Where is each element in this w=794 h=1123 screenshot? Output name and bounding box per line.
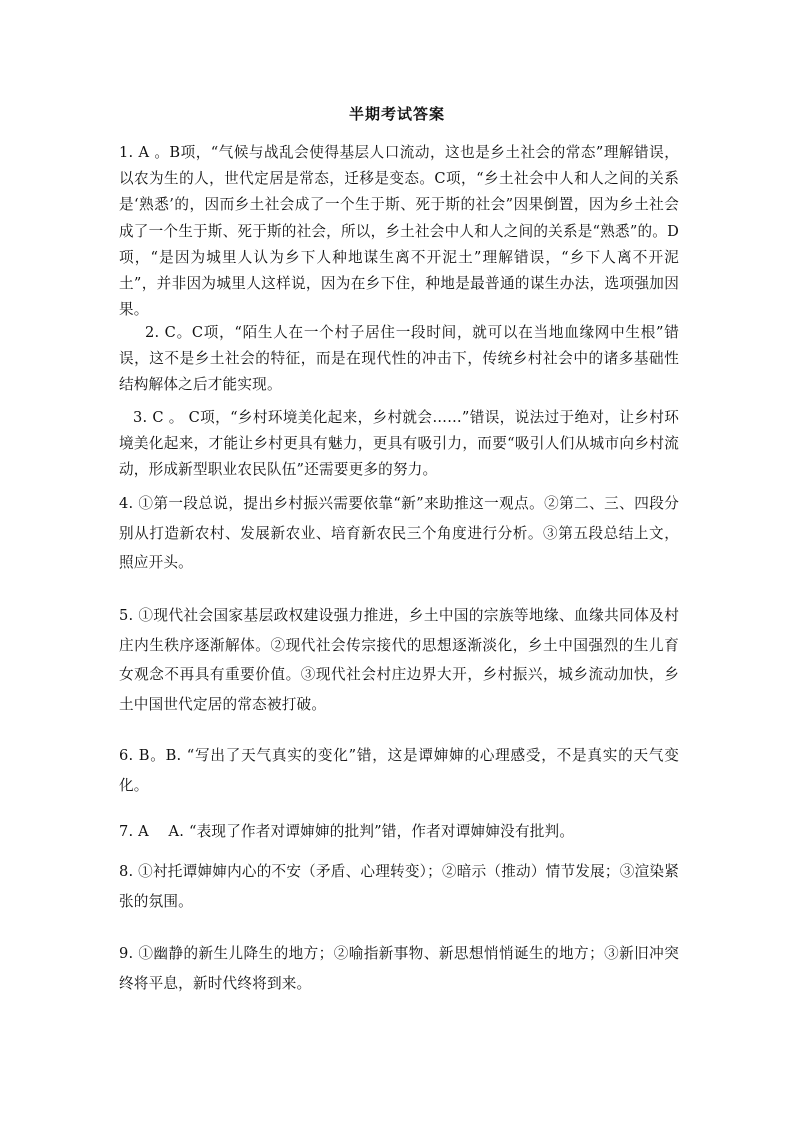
answer-6: 6. B。B. “写出了天气真实的变化”错，这是谭婶婶的心理感受，不是真实的天气变化。 (119, 747, 679, 794)
answer-4: 4. ①第一段总说，提出乡村振兴需要依靠“新”来助推这一观点。②第二、三、四段分别从打造新农村、发展新农业、培育新农民三个角度进行分析。③第五段总结上文，照应开头。 (119, 495, 679, 571)
answer-8: 8. ①衬托谭婶婶内心的不安（矛盾、心理转变）；②暗示（推动）情节发展；③渲染紧张的氛围。 (119, 863, 679, 910)
answer-5: 5. ①现代社会国家基层政权建设强力推进，乡土中国的宗族等地缘、血缘共同体及村庄内生秩序逐渐解体。②现代社会传宗接代的思想逐渐淡化，乡土中国强烈的生儿育女观念不再具有重要价值。③现代社会村庄边界大开，乡村振兴，城乡流动加快，乡土中国世代定居的常态被打破。 (119, 607, 679, 713)
document-title: 半期考试答案 (348, 105, 445, 123)
answer-3: 3. C 。 C项，“乡村环境美化起来，乡村就会……”错误，说法过于绝对，让乡村环境美化起来，才能让乡村更具有魅力，更具有吸引力，而要“吸引人们从城市向乡村流动，形成新型职业农民队伍”还需要更多的努力。 (119, 409, 679, 479)
answer-2: 2. C。C项，“陌生人在一个村子居住一段时间，就可以在当地血缘网中生根”错误，这不是乡土社会的特征，而是在现代性的冲击下，传统乡村社会中的诸多基础性结构解体之后才能实现。 (119, 324, 679, 394)
answer-7: 7. A A. “表现了作者对谭婶婶的批判”错，作者对谭婶婶没有批判。 (119, 823, 575, 840)
answer-1: 1. A 。B项，“气候与战乱会使得基层人口流动，这也是乡土社会的常态”理解错误，以农为生的人，世代定居是常态，迁移是变态。C项，“乡土社会中人和人之间的关系是‘熟悉’的，因而乡土社会成了一个生于斯、死于斯的社会”因果倒置，因为乡土社会成了一个生于斯、死于斯的社会，所以，乡土社会中人和人之间的关系是“熟悉”的。D项，“是因为城里人认为乡下人种地谋生离不开泥土”理解错误，“乡下人离不开泥土”，并非因为城里人这样说，因为在乡下住，种地是最普通的谋生办法，选项强加因果。 (119, 144, 679, 319)
answer-9: 9. ①幽静的新生儿降生的地方；②喻指新事物、新思想悄悄诞生的地方；③新旧冲突终将平息，新时代终将到来。 (119, 945, 679, 992)
